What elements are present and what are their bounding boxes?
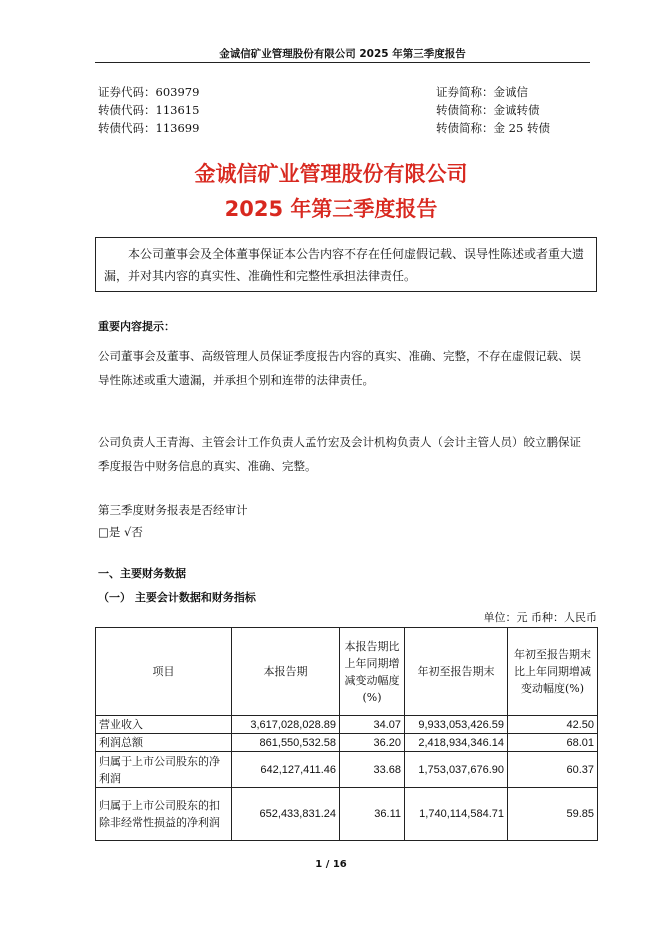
table-row	[96, 734, 598, 752]
row-item: 归属于上市公司股东的扣除非经常性损益的净利润	[96, 788, 232, 841]
col-header-ytd-change: 年初至报告期末比上年同期增减变动幅度(%)	[508, 628, 598, 716]
bond-short-name-1: 转债简称：金诚转债	[436, 103, 540, 117]
page-number: 1 / 16	[315, 859, 347, 870]
col-header-current: 本报告期	[232, 628, 340, 716]
row-current: 861,550,532.58	[232, 734, 340, 752]
security-short-name: 证券简称：金诚信	[436, 85, 528, 99]
table-header-row	[96, 628, 598, 716]
bond-code-2: 转债代码：113699	[98, 121, 200, 135]
unit-currency: 单位：元 币种：人民币	[483, 611, 597, 624]
row-change: 36.11	[340, 788, 405, 841]
col-header-change: 本报告期比上年同期增减变动幅度(%)	[340, 628, 405, 716]
bond-short-name-2: 转债简称：金 25 转债	[436, 121, 550, 135]
row-ytd-change: 68.01	[508, 734, 598, 752]
row-current: 3,617,028,028.89	[232, 716, 340, 734]
row-current: 642,127,411.46	[232, 752, 340, 788]
row-ytd: 1,753,037,676.90	[405, 752, 508, 788]
col-header-item: 项目	[96, 628, 232, 716]
report-title-period: 2025 年第三季度报告	[224, 197, 438, 221]
security-code: 证券代码：603979	[98, 85, 200, 99]
row-item: 归属于上市公司股东的净利润	[96, 752, 232, 788]
row-ytd: 2,418,934,346.14	[405, 734, 508, 752]
important-para-1: 公司董事会及董事、高级管理人员保证季度报告内容的真实、准确、完整，不存在虚假记载、误导性陈述或重大遗漏，并承担个别和连带的法律责任。	[98, 349, 581, 387]
page-header: 金诚信矿业管理股份有限公司 2025 年第三季度报告	[219, 48, 466, 60]
row-item: 利润总额	[96, 734, 232, 752]
row-ytd-change: 42.50	[508, 716, 598, 734]
audit-answer: □是 √否	[98, 525, 143, 539]
row-item: 营业收入	[96, 716, 232, 734]
board-notice-box: 本公司董事会及全体董事保证本公告内容不存在任何虚假记载、误导性陈述或者重大遗漏，并对其内容的真实性、准确性和完整性承担法律责任。	[95, 237, 597, 292]
important-heading: 重要内容提示：	[98, 320, 175, 333]
row-ytd: 1,740,114,584.71	[405, 788, 508, 841]
col-header-ytd: 年初至报告期末	[405, 628, 508, 716]
important-para-2: 公司负责人王青海、主管会计工作负责人孟竹宏及会计机构负责人（会计主管人员）皎立鹏保证季度报告中财务信息的真实、准确、完整。	[98, 435, 581, 473]
row-change: 36.20	[340, 734, 405, 752]
table-row	[96, 752, 598, 788]
security-codes	[98, 83, 199, 137]
table-row	[96, 788, 598, 841]
subsection-heading: （一） 主要会计数据和财务指标	[98, 591, 256, 604]
security-names	[436, 83, 550, 137]
row-change: 34.07	[340, 716, 405, 734]
row-current: 652,433,831.24	[232, 788, 340, 841]
section-heading: 一、主要财务数据	[98, 567, 186, 580]
header-divider	[95, 62, 590, 63]
bond-code-1: 转债代码：113615	[98, 103, 200, 117]
table-row	[96, 716, 598, 734]
audit-question: 第三季度财务报表是否经审计	[98, 503, 248, 517]
financial-indicators-table	[95, 627, 598, 841]
row-ytd: 9,933,053,426.59	[405, 716, 508, 734]
row-ytd-change: 59.85	[508, 788, 598, 841]
row-change: 33.68	[340, 752, 405, 788]
report-title-company: 金诚信矿业管理股份有限公司	[194, 162, 468, 186]
row-ytd-change: 60.37	[508, 752, 598, 788]
